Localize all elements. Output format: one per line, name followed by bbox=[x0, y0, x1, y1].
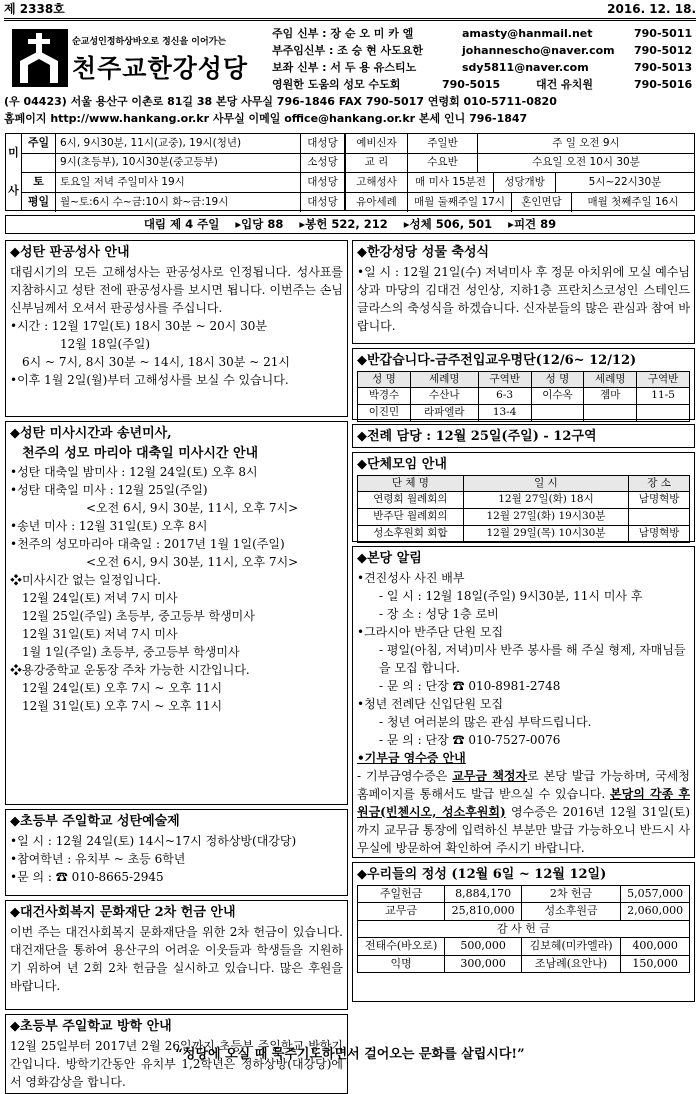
table-row: 전태수(바오로) 500,000 김보혜(미카엘라) 400,000 bbox=[358, 938, 690, 956]
staff-kindergarten: 대건 유치원 bbox=[536, 77, 593, 91]
staff-pastor: 주임 신부 : 장 순 오 미 카 엘 bbox=[272, 26, 414, 40]
header bbox=[4, 18, 696, 92]
meetings-table: 단 체 명 일 시 장 소 연령회 월례회의 12월 27일(화) 18시 남명혁방 반주단 월례회의 12월 27일(화) 19시30분 성소후원회 회합 12월 29일(목) 10시30분 남명혁방 bbox=[357, 475, 690, 543]
church-name: 천주교한강성당 bbox=[72, 54, 249, 83]
staff-assistant-phone: 790-5013 bbox=[634, 60, 693, 74]
staff-associate-email: johannescho@naver.com bbox=[462, 43, 615, 57]
sacrament-schedule: 예비신자 주일반 주 일 오전 9시 교 리 수요반 수요일 오전 10시 30분 고해성사 매 미사 15분전 성당개방 5시~22시30분 유아세례 매월 둘째주일 17시 혼인면담 매월 첫째주일 16시 bbox=[346, 134, 694, 210]
staff-associate-phone: 790-5012 bbox=[634, 43, 693, 57]
table-row: 반주단 월례회의 12월 27일(화) 19시30분 bbox=[358, 509, 690, 526]
schedule-row: 9시(초등부), 10시30분(중고등부) 소성당 bbox=[22, 154, 344, 174]
table-row: 주일헌금 8,884,170 2차 헌금 5,057,000 bbox=[358, 885, 690, 903]
table-row: 익명 300,000 조남례(요안나) 150,000 bbox=[358, 955, 690, 973]
staff-assistant: 보좌 신부 : 서 두 용 유스티노 bbox=[272, 60, 417, 74]
staff-pastor-phone: 790-5011 bbox=[634, 26, 693, 40]
top-bar bbox=[4, 2, 696, 18]
christmas-art-notice: ◆초등부 주일학교 성탄예술제 •일 시 : 12월 24일(토) 14시~17시 정하상방(대강당) •참여학년 : 유치부 ~ 초등 6학년 •문 의 : ☎ 010-8665-2945 bbox=[5, 809, 348, 896]
right-column bbox=[352, 240, 695, 1041]
attendance-stats: 대림 제 4 주일 ▸입당 88 ▸봉헌 522, 212 ▸성체 506, 501 ▸피견 89 bbox=[5, 215, 695, 234]
new-members-table: 성 명 세례명 구역반 성 명 세례명 구역반 박경수 수산나 6-3 이수옥 젬마 11-5 이진민 라파엘라 13-4 bbox=[357, 371, 690, 422]
table-row: 교무금 25,810,000 성소후원금 2,060,000 bbox=[358, 903, 690, 921]
liturgy-notice: ◆전례 담당 : 12월 25일(주일) - 12구역 bbox=[352, 424, 695, 448]
schedule-row: 주일 6시, 9시30분, 11시(교중), 19시(청년) 대성당 bbox=[22, 134, 344, 154]
church-cross-icon bbox=[10, 25, 72, 91]
homepage-line: 홈페이지 http://www.hankang.or.kr 사무실 이메일 office@hankang.or.kr 본세 인니 796-1847 bbox=[4, 111, 528, 125]
left-column bbox=[5, 240, 348, 1089]
christmas-mass-notice: ◆성탄 미사시간과 송년미사, 천주의 성모 마리아 대축일 미사시간 안내 •성탄 대축일 밤미사 : 12월 24일(토) 오후 8시 •성탄 대축일 미사 : 12월 25일(주일) <오전 6시, 9시 30분, 11시, 오후 7시> •송년 미사 : 12월 31일(토) 오후 8시 •천주의 성모마리아 대축일 : 2017년 1월 1일(주일) <오전 6시, 9시 30분, 11시, 오후 7시> ❖미사시간 없는 일정입니다. 12월 24일(토) 저녁 7시 미사 12월 25일(주일) 초등부, 중고등부 학생미사 12월 31일(토) 저녁 7시 미사 1월 1일(주일) 초등부, 중고등부 학생미사 ❖용강중학교 운동장 주차 가능한 시간입니다. 12월 24일(토) 오후 7시 ~ 오후 11시 12월 31일(토) 오후 7시 ~ 오후 11시 bbox=[5, 421, 348, 805]
staff-kindergarten-phone: 790-5016 bbox=[634, 77, 693, 91]
parish-notices: ◆본당 알림 •견진성사 사진 배부 - 일 시 : 12월 18일(주일) 9시30분, 11시 미사 후 - 장 소 : 성당 1층 로비 •그라시아 반주단 단원 모집 - 평일(아침, 저녁)미사 반주 봉사를 해 주실 형제, 자매님들을 모집 합니다. - 문 의 : 단장 ☎ 010-8981-2748 •청년 전례단 신입단원 모집 - 청년 여러분의 많은 관심 부탁드립니다. - 문 의 : 단장 ☎ 010-7527-0076 •기부금 영수증 안내 - 기부금영수증은 교무금 책정자로 본당 발급 가능하며, 국세청 홈페이지를 통해서도 발급 받으실 수 있습니다. 본당의 각종 후원금(빈첸시오, 성소후원회) 영수증은 2016년 12월 31일(토)까지 교무금 통장에 입력하신 부분만 발급 가능하오니 반드시 사무실에 방문하여 확인하여 주시기 바랍니다. bbox=[352, 546, 695, 858]
table-row: 성소후원회 회합 12월 29일(목) 10시30분 남명혁방 bbox=[358, 525, 690, 542]
table-row: 연령회 월례회의 12월 27일(화) 18시 남명혁방 bbox=[358, 492, 690, 509]
staff-convent: 영원한 도움의 성모 수도회 bbox=[272, 77, 401, 91]
staff-associate: 부주임신부 : 조 승 현 사도요한 bbox=[272, 43, 424, 57]
issue-date: 2016. 12. 18. bbox=[607, 2, 696, 16]
mass-schedule bbox=[5, 133, 695, 211]
schedule-row: 토 토요일 저녁 주일미사 19시 대성당 bbox=[22, 173, 344, 193]
mass-side-label: 미 사 bbox=[6, 134, 22, 210]
confession-notice: ◆성탄 판공성사 안내 대림시기의 모든 고해성사는 판공성사로 인정됩니다. 성사표를 지참하시고 성탄 전에 판공성사를 보시면 됩니다. 이번주는 손님신부님께서 오셔서 판공성사를 주십니다. •시간 : 12월 17일(토) 18시 30분 ~ 20시 30분 12월 18일(주일) 6시 ~ 7시, 8시 30분 ~ 14시, 18시 30분 ~ 21시 •이후 1월 2일(월)부터 고해성사를 보실 수 있습니다. bbox=[5, 240, 348, 417]
new-members: ◆반갑습니다-금주전입교우명단(12/6~ 12/12) 성 명 세례명 구역반 성 명 세례명 구역반 박경수 수산나 6-3 이수옥 젬마 11-5 이진민 라파엘라 13-4 bbox=[352, 348, 695, 420]
address-line: (우 04423) 서울 용산구 이촌로 81길 38 본당 사무실 796-1846 FAX 790-5017 연령회 010-5711-0820 bbox=[4, 94, 557, 108]
logo-subtitle: 순교성인정하상바오로 정신을 이어가는 bbox=[72, 37, 227, 47]
welfare-collection-notice: ◆대건사회복지 문화재단 2차 헌금 안내 이번 주는 대건사회복지 문화재단을 위한 2차 헌금이 있습니다. 대건재단을 통하여 용산구의 어려운 이웃들과 학생들을 지원하기 위하여 년 2회 2차 헌금을 실시하고 있습니다. 많은 후원을 바랍니다. bbox=[5, 900, 348, 1010]
offerings-table: 주일헌금 8,884,170 2차 헌금 5,057,000 교무금 25,810,000 성소후원금 2,060,000 감 사 헌 금 전태수(바오로) 500,000 김보혜(미카엘라) 400,000 익명 300,000 조남례(요안나) 150,000 bbox=[357, 885, 690, 974]
table-row: 이진민 라파엘라 13-4 bbox=[358, 405, 690, 422]
staff-directory bbox=[272, 25, 696, 93]
blessing-notice: ◆한강성당 성물 축성식 •일 시 : 12월 21일(수) 저녁미사 후 정문 아치위에 모실 예수님상과 마당의 김대건 성인상, 지하1층 프란치스코성인 스테인드 글라스의 축성식을 하겠습니다. 신자분들의 많은 관심과 참여 바랍니다. bbox=[352, 240, 695, 344]
staff-pastor-email: amasty@hanmail.net bbox=[462, 26, 593, 40]
staff-convent-phone: 790-5015 bbox=[442, 77, 501, 91]
footer-slogan: “성당에 오실 때 묵주기도하면서 걸어오는 문화를 살립시다!” bbox=[175, 1046, 525, 1062]
meetings-notice: ◆단체모임 안내 단 체 명 일 시 장 소 연령회 월례회의 12월 27일(화) 18시 남명혁방 반주단 월례회의 12월 27일(화) 19시30분 성소후원회 회합 12월 29일(목) 10시30분 남명혁방 bbox=[352, 452, 695, 542]
table-row: 박경수 수산나 6-3 이수옥 젬마 11-5 bbox=[358, 388, 690, 405]
offerings: ◆우리들의 정성 (12월 6일 ~ 12월 12일) 주일헌금 8,884,170 2차 헌금 5,057,000 교무금 25,810,000 성소후원금 2,060,000 감 사 헌 금 전태수(바오로) 500,000 김보혜(미카엘라) 400,000 익명 300,000 조남례(요안나) 150,000 bbox=[352, 862, 695, 1002]
staff-assistant-email: sdy5811@naver.com bbox=[462, 60, 589, 74]
logo bbox=[8, 25, 249, 95]
address-block bbox=[4, 93, 696, 127]
vacation-notice: ◆초등부 주일학교 방학 안내 12월 25일부터 2017년 2월 26일까지 초등부 주일학교 방학기간입니다. 방학기간동안 유치부 1,2학년은 정하상방(대강당)에서 영화감상을 합니다. bbox=[5, 1014, 348, 1094]
issue-number: 제 2338호 bbox=[4, 2, 65, 16]
schedule-row: 평일 월~토:6시 수~금:10시 화~금:19시 대성당 bbox=[22, 193, 344, 213]
